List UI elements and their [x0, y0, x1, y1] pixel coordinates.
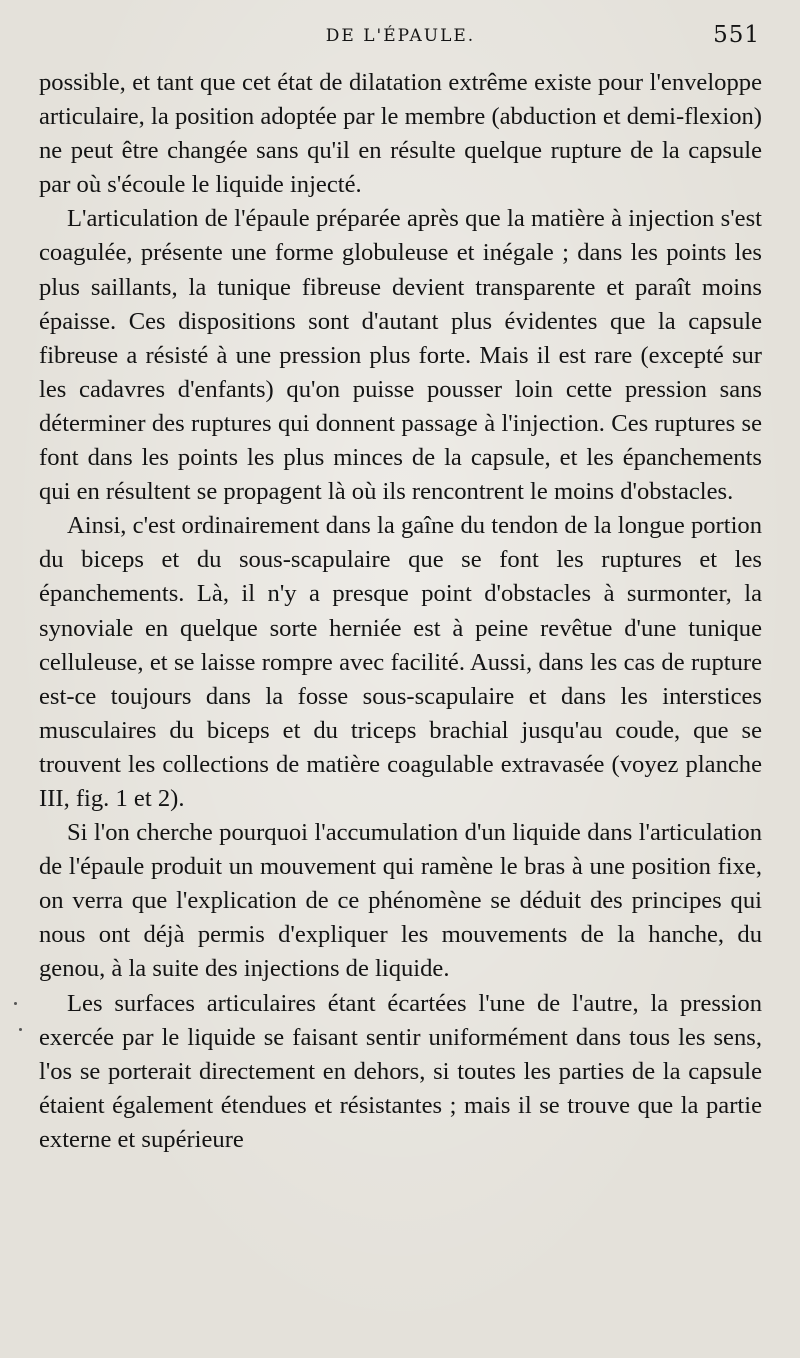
paragraph-5: Les surfaces articulaires étant écartées l'une de l'autre, la pression exercée par le liquide se faisant sentir uniformément dans tous les sens, l'os se porterait directement en dehors, si toutes les parties de la capsule étaient également étendues et résistantes ; mais il se trouve que la partie externe et supérieure	[39, 989, 762, 1153]
print-speck	[19, 1028, 22, 1031]
running-title: DE L'ÉPAULE.	[325, 26, 476, 46]
print-speck	[14, 1002, 17, 1005]
page-number: 551	[713, 22, 760, 48]
paragraph-4: Si l'on cherche pourquoi l'accumulation d'un liquide dans l'articulation de l'épaule produit un mouvement qui ramène le bras à une position fixe, on verra que l'explication de ce phénomène se déduit des principes qui nous ont déjà permis d'expliquer les mouvements de la hanche, du genou, à la suite des injections de liquide.	[39, 819, 762, 983]
paragraph-1: possible, et tant que cet état de dilatation extrême existe pour l'enveloppe articulaire, la position adoptée par le membre (abduction et demi-flexion) ne peut être changée sans qu'il en résulte quelque rupture de la capsule par où s'écoule le liquide injecté.	[39, 69, 762, 199]
body-text	[39, 66, 762, 1157]
paragraph-3: Ainsi, c'est ordinairement dans la gaîne du tendon de la longue portion du biceps et du sous-scapulaire que se font les ruptures et les épanchements. Là, il n'y a presque point d'obstacles à surmonter, la synoviale en quelque sorte herniée est à peine revêtue d'une tunique celluleuse, et se laisse rompre avec facilité. Aussi, dans les cas de rupture est-ce toujours dans la fosse sous-scapulaire et dans les interstices musculaires du biceps et du triceps brachial jusqu'au coude, que se trouvent les collections de matière coagulable extravasée (voyez planche III, fig. 1 et 2).	[39, 512, 762, 812]
paragraph-2: L'articulation de l'épaule préparée après que la matière à injection s'est coagulée, présente une forme globuleuse et inégale ; dans les points les plus saillants, la tunique fibreuse devient transparente et paraît moins épaisse. Ces dispositions sont d'autant plus évidentes que la capsule fibreuse a résisté à une pression plus forte. Mais il est rare (excepté sur les cadavres d'enfants) qu'on puisse pousser loin cette pression sans déterminer des ruptures qui donnent passage à l'injection. Ces ruptures se font dans les points les plus minces de la capsule, et les épanchements qui en résultent se propagent là où ils rencontrent le moins d'obstacles.	[39, 205, 762, 506]
running-head	[39, 14, 762, 48]
